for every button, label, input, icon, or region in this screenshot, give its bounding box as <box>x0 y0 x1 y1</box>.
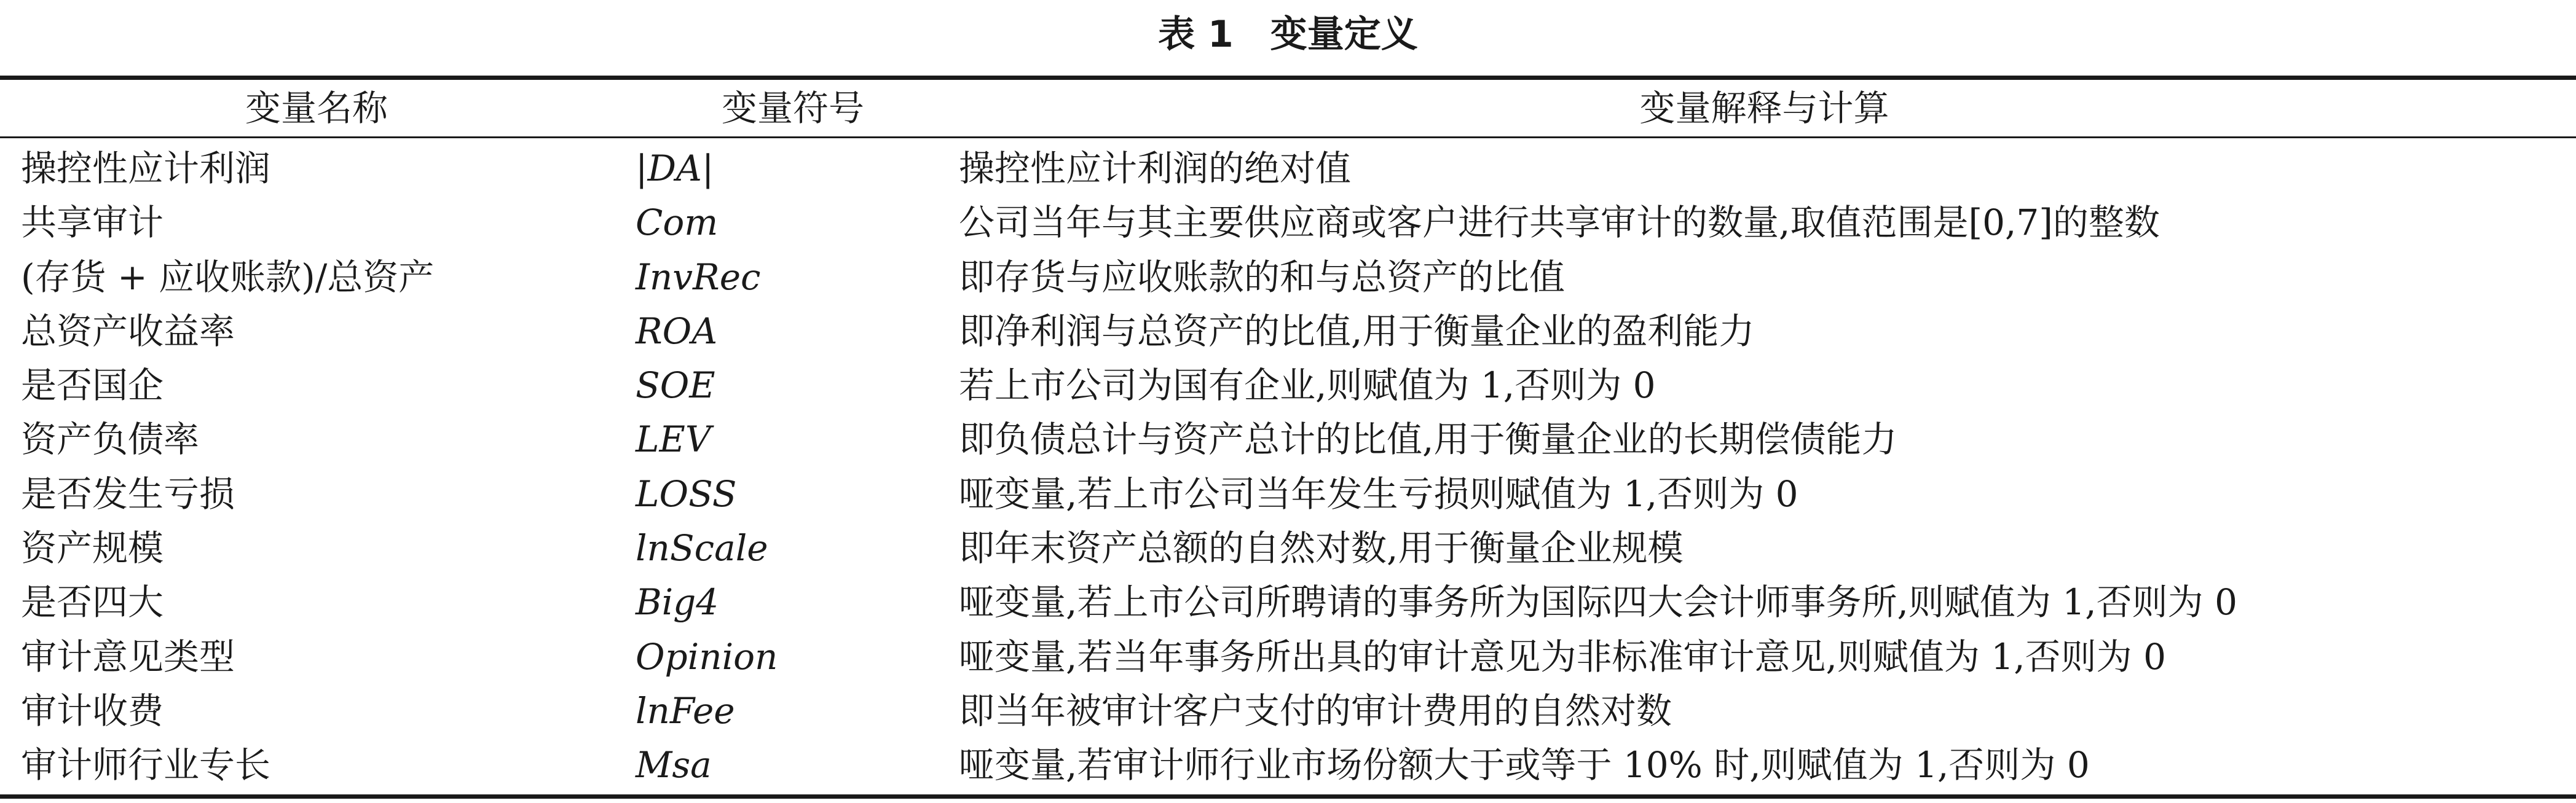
variable-name: 是否发生亏损 <box>21 472 235 515</box>
variable-name: 共享审计 <box>21 202 164 244</box>
table-row <box>0 358 2576 412</box>
variable-symbol: Opinion <box>636 635 778 678</box>
variable-definition: 即负债总计与资产总计的比值,用于衡量企业的长期偿债能力 <box>959 418 1897 461</box>
variable-symbol: lnScale <box>636 527 768 570</box>
table-row <box>0 738 2576 792</box>
variable-symbol: Big4 <box>636 581 719 624</box>
variable-definition: 即当年被审计客户支付的审计费用的自然对数 <box>959 689 1672 732</box>
table-row <box>0 467 2576 521</box>
variable-name: (存货 + 应收账款)/总资产 <box>21 256 435 298</box>
variable-name: 是否国企 <box>21 364 164 407</box>
variable-symbol: SOE <box>636 364 715 407</box>
table-header <box>0 80 2576 136</box>
table-row <box>0 684 2576 738</box>
variable-definition: 若上市公司为国有企业,则赋值为 1,否则为 0 <box>959 364 1656 407</box>
variable-symbol: Com <box>636 202 719 244</box>
variable-name: 审计意见类型 <box>21 635 235 678</box>
header-variable-definition: 变量解释与计算 <box>1639 87 1889 129</box>
variable-symbol: Msa <box>636 744 712 786</box>
bottom-rule <box>0 794 2576 799</box>
variable-definition: 即年末资产总额的自然对数,用于衡量企业规模 <box>959 527 1684 570</box>
variable-definition: 哑变量,若上市公司所聘请的事务所为国际四大会计师事务所,则赋值为 1,否则为 0 <box>959 581 2237 624</box>
variable-name: 操控性应计利润 <box>21 147 271 189</box>
header-variable-symbol: 变量符号 <box>721 87 864 129</box>
table-row <box>0 141 2576 195</box>
header-rule <box>0 136 2576 138</box>
variable-definition: 哑变量,若上市公司当年发生亏损则赋值为 1,否则为 0 <box>959 472 1798 515</box>
variable-definition: 操控性应计利润的绝对值 <box>959 147 1352 189</box>
variable-name: 是否四大 <box>21 581 164 624</box>
variable-symbol: LOSS <box>636 472 737 515</box>
header-variable-name: 变量名称 <box>245 87 388 129</box>
table-row <box>0 521 2576 575</box>
variable-symbol: |DA| <box>636 147 714 189</box>
variable-name: 审计师行业专长 <box>21 744 271 786</box>
variable-symbol: InvRec <box>636 256 761 298</box>
variable-name: 资产负债率 <box>21 418 200 461</box>
table-row <box>0 412 2576 466</box>
top-rule <box>0 76 2576 80</box>
variable-definition: 哑变量,若当年事务所出具的审计意见为非标准审计意见,则赋值为 1,否则为 0 <box>959 635 2166 678</box>
table-row <box>0 630 2576 684</box>
variable-definition: 即存货与应收账款的和与总资产的比值 <box>959 256 1566 298</box>
variable-name: 审计收费 <box>21 689 164 732</box>
variable-name: 总资产收益率 <box>21 310 235 352</box>
table-row <box>0 195 2576 249</box>
table-body <box>0 141 2576 793</box>
variable-name: 资产规模 <box>21 527 164 570</box>
table-row <box>0 575 2576 629</box>
variable-definition: 哑变量,若审计师行业市场份额大于或等于 10% 时,则赋值为 1,否则为 0 <box>959 744 2090 786</box>
variable-symbol: ROA <box>636 310 718 352</box>
variable-definition: 即净利润与总资产的比值,用于衡量企业的盈利能力 <box>959 310 1755 352</box>
table-row <box>0 250 2576 304</box>
table-caption: 表 1 变量定义 <box>1158 13 1418 56</box>
variable-definition: 公司当年与其主要供应商或客户进行共享审计的数量,取值范围是[0,7]的整数 <box>959 202 2160 244</box>
variable-symbol: lnFee <box>636 689 735 732</box>
table-row <box>0 304 2576 358</box>
variable-symbol: LEV <box>636 418 711 461</box>
